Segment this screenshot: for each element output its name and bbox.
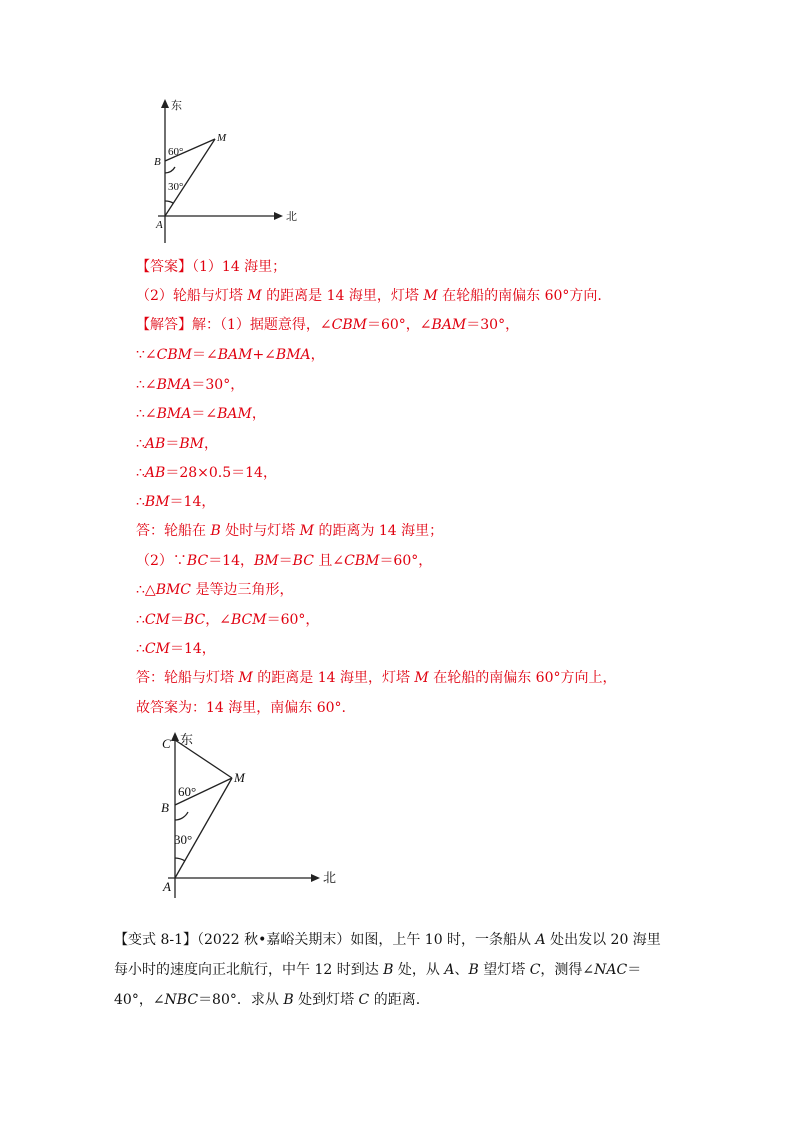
solution-line-13: 答：轮船与灯塔 M 的距离是 14 海里，灯塔 M 在轮船的南偏东 60°方向上， xyxy=(136,670,617,686)
angle-arc-bottom xyxy=(165,201,173,203)
solution-line-10: ∴△BMC 是等边三角形， xyxy=(136,582,294,598)
figure-2 xyxy=(150,728,350,898)
angle-60-label: 60° xyxy=(178,784,197,799)
answer-line-1: 【答案】（1）14 海里； xyxy=(136,259,287,275)
solution-line-2: ∵∠CBM＝∠BAM+∠BMA， xyxy=(136,347,325,363)
north-label: 北 xyxy=(323,870,337,885)
east-label: 东 xyxy=(180,732,194,747)
solution-line-1: 【解答】解：（1）据题意得，∠CBM＝60°，∠BAM＝30°， xyxy=(136,317,520,333)
north-arrowhead xyxy=(311,874,320,882)
point-c-label: C xyxy=(162,736,171,751)
angle-30-label: 30° xyxy=(174,832,193,847)
solution-line-5: ∴AB＝BM， xyxy=(136,436,218,452)
solution-line-9: （2）∵BC＝14，BM＝BC 且∠CBM＝60°， xyxy=(136,553,433,569)
solution-line-6: ∴AB＝28×0.5＝14， xyxy=(136,465,277,481)
angle-arc-bottom xyxy=(175,858,185,861)
east-arrowhead xyxy=(171,732,179,741)
north-label: 北 xyxy=(286,211,297,223)
figure-1 xyxy=(140,95,310,245)
east-arrowhead xyxy=(161,99,169,108)
solution-line-3: ∴∠BMA＝30°， xyxy=(136,377,245,393)
variant-problem: 【变式 8-1】（2022 秋•嘉峪关期末）如图，上午 10 时，一条船从 A 处出发以 20 海里每小时的速度向正北航行，中午 12 时到达 B 处，从 A、B 望灯塔 C，测得∠NAC＝40°，∠NBC＝80°．求从 B 处到灯塔 C 的距离. xyxy=(114,932,661,1008)
point-a-label: A xyxy=(163,879,171,894)
answer-line-2: （2）轮船与灯塔 M 的距离是 14 海里，灯塔 M 在轮船的南偏东 60°方向. xyxy=(136,288,602,304)
point-m-label: M xyxy=(234,770,245,785)
east-label: 东 xyxy=(171,100,182,112)
solution-line-7: ∴BM＝14， xyxy=(136,494,216,510)
variant-label: 【变式 8-1】 xyxy=(114,932,197,948)
solution-line-4: ∴∠BMA＝∠BAM， xyxy=(136,406,266,422)
solution-line-8: 答：轮船在 B 处时与灯塔 M 的距离为 14 海里； xyxy=(136,523,444,539)
point-m-label: M xyxy=(217,132,227,144)
point-a-label: A xyxy=(156,219,163,231)
angle-arc-top xyxy=(165,167,175,173)
angle-arc-top xyxy=(175,812,188,820)
variant-source: （2022 秋•嘉峪关期末） xyxy=(197,932,351,948)
answer-tag: 【答案】 xyxy=(136,259,192,275)
angle-30-label: 30° xyxy=(168,181,184,193)
point-b-label: B xyxy=(161,800,169,815)
point-b-label: B xyxy=(154,156,161,168)
solution-line-12: ∴CM＝14， xyxy=(136,641,216,657)
solution-line-14: 故答案为：14 海里，南偏东 60°. xyxy=(136,700,346,716)
solution-tag: 【解答】 xyxy=(136,317,192,333)
north-arrowhead xyxy=(274,212,283,220)
angle-60-label: 60° xyxy=(168,146,184,158)
solution-line-11: ∴CM＝BC，∠BCM＝60°， xyxy=(136,612,320,628)
